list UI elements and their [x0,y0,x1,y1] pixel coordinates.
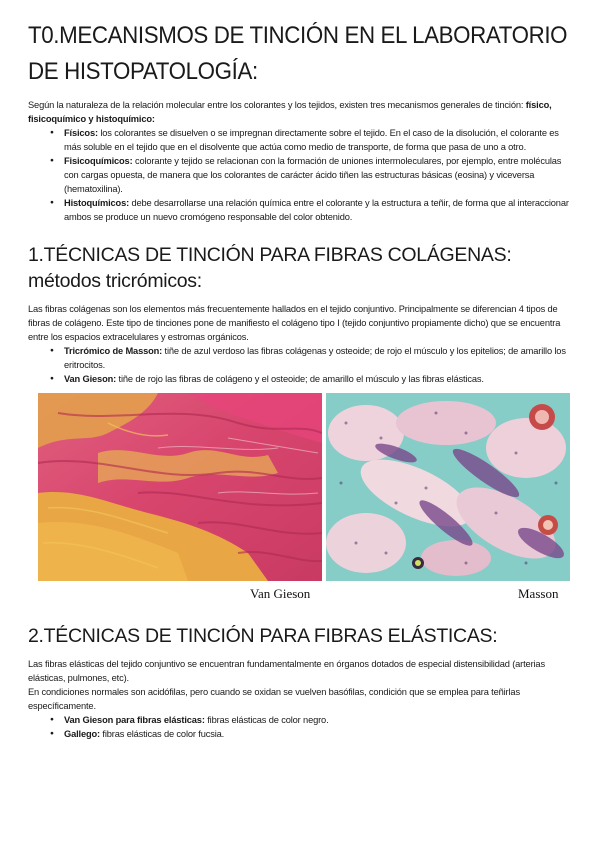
section-2-title: 2.TÉCNICAS DE TINCIÓN PARA FIBRAS ELÁSTICAS: [28,625,498,647]
list-item [64,196,574,224]
list-item [64,126,574,154]
van-gieson-micrograph [38,393,322,581]
histology-figure [28,393,574,601]
list-item-term: Fisicoquímicos: [64,156,133,166]
list-item-text: tiñe de rojo las fibras de colágeno y el osteoide; de amarillo el músculo y las fibras elásticas. [116,374,484,384]
list-item-term: Físicos: [64,128,98,138]
list-item-text: tiñe de azul verdoso las fibras colágenas y osteoide; de rojo el músculo y los epitelios; de amarillo los eritrocitos. [64,346,566,370]
document-page [28,18,574,741]
section-1-paragraph: Las fibras colágenas son los elementos más frecuentemente hallados en el tejido conjuntivo. Principalmente se diferencian 4 tipos de fibras de colágeno. Este tipo de tinciones pone de manifiesto el colágeno tipo I (tejido conjuntivo propiamente dicho) que se encuentra entre los espacios extracelulares y estromas orgánicos. [28,304,561,342]
list-item-text: debe desarrollarse una relación química entre el colorante y la estructura a teñir, de forma que al interaccionar ambos se produce un nuevo cromógeno responsable del color obtenido. [64,198,569,222]
list-item-term: Gallego: [64,729,100,739]
list-item-term: Van Gieson para fibras elásticas: [64,715,205,725]
section-0-intro [28,98,574,126]
section-0-title: T0.MECANISMOS DE TINCIÓN EN EL LABORATORIO DE HISTOPATOLOGÍA: [28,22,568,85]
section-2-list [28,713,574,741]
list-item-term: Histoquímicos: [64,198,130,208]
van-gieson-caption: Van Gieson [250,586,311,601]
section-2-paragraph-2: En condiciones normales son acidófilas, pero cuando se oxidan se vuelven basófilas, condición que se emplea para teñirlas específicamente. [28,687,520,711]
list-item [64,713,574,727]
section-0-intro-text: Según la naturaleza de la relación molecular entre los colorantes y los tejidos, existen tres mecanismos generales de tinción: [28,100,526,110]
list-item-text: colorante y tejido se relacionan con la formación de uniones intermoleculares, por ejemplo, entre moléculas con cargas opuesta, de manera que los colorantes de carácter ácido tiñen las estructuras básicas (eosina) y viceversa (hematoxilina). [64,156,562,194]
list-item-term: Tricrómico de Masson: [64,346,163,356]
section-0-list [28,126,574,224]
list-item [64,154,574,196]
section-1-title: 1.TÉCNICAS DE TINCIÓN PARA FIBRAS COLÁGENAS: métodos tricrómicos: [28,244,512,292]
section-1-list [28,344,574,386]
masson-micrograph [326,393,570,581]
masson-caption: Masson [518,586,559,601]
list-item [64,727,574,741]
section-0-intro-bold: físico, fisicoquímico y histoquímico: [28,100,552,124]
list-item-term: Van Gieson: [64,374,117,384]
list-item-text: los colorantes se disuelven o se impregnan directamente sobre el tejido. En el caso de la disolución, el colorante es más soluble en el tejido que en el disolvente que actúa como medio de transporte, de forma que pasa de uno a otro. [64,128,559,152]
list-item-text: fibras elásticas de color negro. [204,715,329,725]
list-item [64,344,574,372]
list-item [64,372,574,386]
list-item-text: fibras elásticas de color fucsia. [100,729,225,739]
section-2-paragraph-1: Las fibras elásticas del tejido conjuntivo se encuentran fundamentalmente en órganos dotados de especial distensibilidad (arterias elásticas, pulmones, etc). [28,659,545,683]
